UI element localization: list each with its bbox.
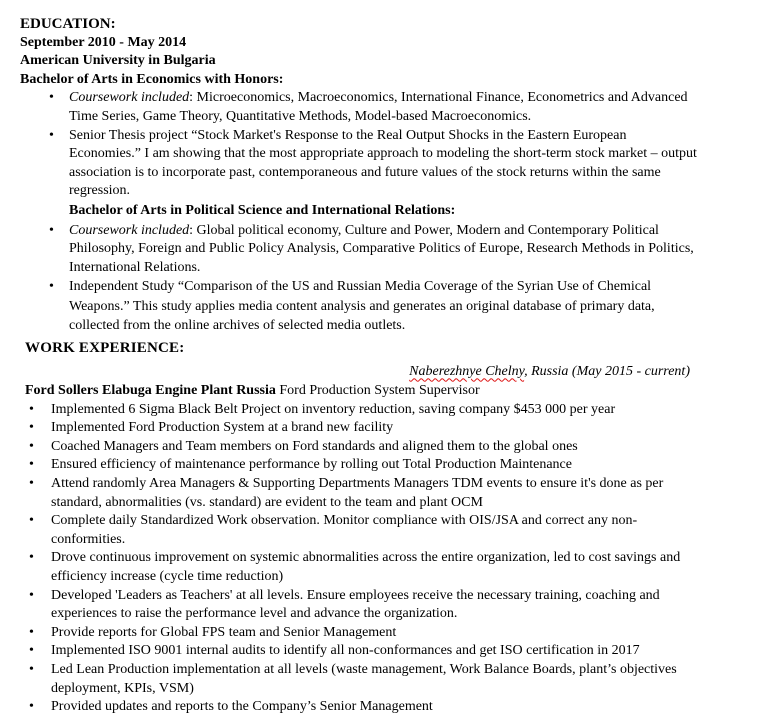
- list-item: [20, 89, 700, 126]
- list-item: • Provide reports for Global FPS team and Senior Management: [20, 624, 700, 643]
- location-dates: , Russia (May 2015 - current): [524, 364, 690, 380]
- employer-name: Ford Sollers Elabuga Engine Plant Russia: [25, 383, 276, 398]
- job-role: Ford Production System Supervisor: [275, 383, 480, 398]
- political-science-list: [20, 222, 700, 336]
- work-duties-list: [20, 401, 700, 717]
- list-item-text: Independent Study “Comparison of the US and Russian Media Coverage of the Syrian Use of Chemical Weapons.” This study applies media content analysis and generates an original database of primary data, collected from the online archives of selected media outlets.: [69, 279, 655, 334]
- list-item: • Coached Managers and Team members on Ford standards and aligned them to the global ones: [20, 438, 700, 457]
- list-item-text: : Microeconomics, Macroeconomics, International Finance, Econometrics and Advanced Time Series, Game Theory, Quantitative Methods, Model-based Macroeconomics.: [69, 90, 688, 124]
- list-item: • Provided updates and reports to the Company’s Senior Management: [20, 698, 700, 717]
- list-item: • Led Lean Production implementation at all levels (waste management, Work Balance Boards, plant’s objectives deployment, KPIs, VSM): [20, 661, 700, 698]
- education-heading: EDUCATION:: [20, 16, 116, 32]
- degree-political-science: Bachelor of Arts in Political Science and International Relations:: [69, 202, 456, 218]
- list-item: [20, 127, 700, 201]
- list-item: • Drove continuous improvement on systemic abnormalities across the entire organization, led to cost savings and efficiency increase (cycle time reduction): [20, 549, 700, 586]
- coursework-label: Coursework included: [69, 222, 190, 238]
- list-item: • Implemented Ford Production System at a brand new facility: [20, 419, 700, 438]
- list-item: [20, 222, 700, 278]
- job-title-line: [25, 382, 700, 401]
- coursework-label: Coursework included: [69, 90, 190, 106]
- list-item: • Ensured efficiency of maintenance performance by rolling out Total Production Maintenance: [20, 456, 700, 475]
- education-dates: September 2010 - May 2014: [20, 34, 187, 50]
- list-item: • Attend randomly Area Managers & Supporting Departments Managers TDM events to ensure it's done as per standard, abnormalities (vs. standard) are evident to the team and plant OCM: [20, 475, 700, 512]
- work-experience-heading: WORK EXPERIENCE:: [25, 339, 185, 356]
- economics-list: [20, 89, 700, 201]
- list-item-text: : Global political economy, Culture and Power, Modern and Contemporary Political Philosophy, Foreign and Public Policy Analysis, Comparative Politics of Europe, Research Methods in Politics, International Relations.: [69, 222, 694, 275]
- list-item-text: Senior Thesis project “Stock Market's Response to the Real Output Shocks in the Eastern European Economies.” I am showing that the most appropriate approach to modeling the short-term stock market – output association is to incorporate past, contemporaneous and future values of the stock returns within the same regression.: [69, 127, 697, 199]
- resume-document: [20, 15, 700, 717]
- list-item: [20, 277, 700, 336]
- list-item: • Implemented 6 Sigma Black Belt Project on inventory reduction, saving company $453 000 per year: [20, 401, 700, 420]
- education-school: American University in Bulgaria: [20, 53, 216, 69]
- list-item: • Implemented ISO 9001 internal audits to identify all non-conformances and get ISO certification in 2017: [20, 642, 700, 661]
- degree-economics: Bachelor of Arts in Economics with Honors:: [20, 71, 284, 87]
- list-item: • Complete daily Standardized Work observation. Monitor compliance with OIS/JSA and correct any non-conformities.: [20, 512, 700, 549]
- job-location: [20, 363, 700, 382]
- list-item: • Developed 'Leaders as Teachers' at all levels. Ensure employees receive the necessary training, coaching and experiences to raise the performance level and advance the organization.: [20, 587, 700, 624]
- location-city: Naberezhnye Chelny: [409, 364, 525, 380]
